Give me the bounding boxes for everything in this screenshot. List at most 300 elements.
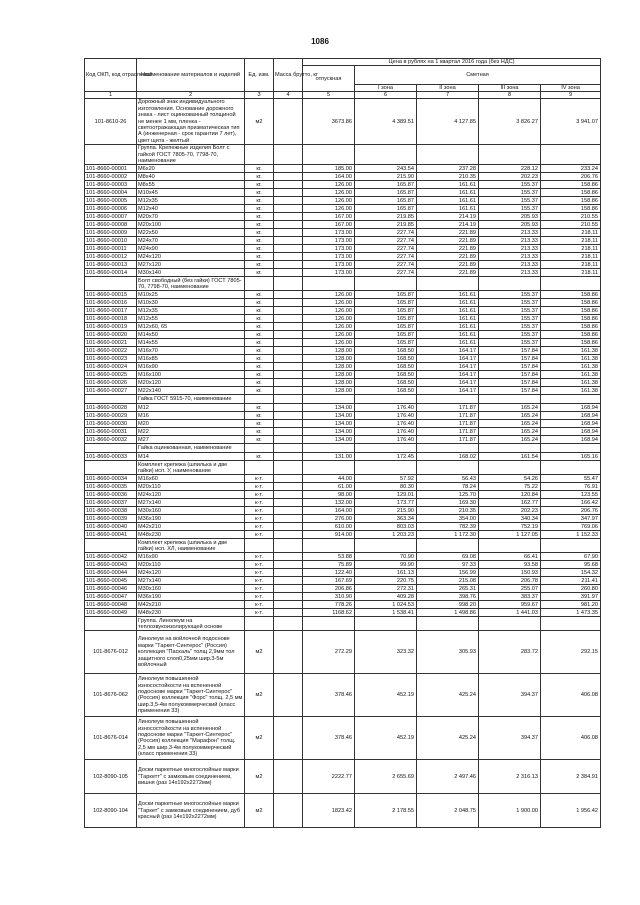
cell-price-zone-3: 54.26: [479, 475, 541, 483]
cell-price-zone-4: 1 473.35: [541, 609, 601, 617]
header-mass: Масса брутто, кг: [274, 59, 303, 92]
table-row: [85, 674, 601, 717]
cell-empty: [274, 277, 303, 291]
cell-price-zone-2: 125.70: [417, 491, 479, 499]
cell-price-zone-3: 394.37: [479, 717, 541, 760]
cell-price-zone-3: 1 127.05: [479, 531, 541, 539]
cell-empty: [303, 277, 355, 291]
cell-mass: [274, 420, 303, 428]
table-row: [85, 453, 601, 461]
cell-code: 101-8660-00044: [85, 569, 137, 577]
cell-empty: [355, 145, 417, 165]
cell-code: [85, 444, 137, 453]
table-row: [85, 315, 601, 323]
cell-name: М16х100: [137, 371, 245, 379]
cell-price-release: 126.00: [303, 205, 355, 213]
col-number: 8: [479, 92, 541, 99]
cell-price-zone-2: 1 172.30: [417, 531, 479, 539]
cell-price-release: 61.00: [303, 483, 355, 491]
cell-price-zone-1: 176.40: [355, 428, 417, 436]
cell-price-release: 134.00: [303, 436, 355, 444]
cell-name: М16х70: [137, 347, 245, 355]
cell-code: 101-8660-00016: [85, 299, 137, 307]
cell-price-zone-3: 213.33: [479, 253, 541, 261]
cell-price-zone-4: 161.38: [541, 363, 601, 371]
table-row: [85, 197, 601, 205]
table-row: [85, 229, 601, 237]
cell-mass: [274, 189, 303, 197]
cell-price-zone-3: 120.84: [479, 491, 541, 499]
cell-price-zone-3: 2 316.13: [479, 760, 541, 794]
cell-empty: [245, 461, 274, 475]
cell-code: 101-8660-00001: [85, 165, 137, 173]
cell-mass: [274, 794, 303, 828]
table-row: [85, 221, 601, 229]
cell-price-zone-3: 165.24: [479, 428, 541, 436]
table-row: [85, 717, 601, 760]
cell-name: М30х140: [137, 269, 245, 277]
cell-code: 101-8660-00026: [85, 379, 137, 387]
cell-price-zone-1: 165.87: [355, 205, 417, 213]
cell-price-release: 378.46: [303, 674, 355, 717]
cell-price-zone-3: 155.37: [479, 189, 541, 197]
cell-empty: [245, 617, 274, 631]
cell-price-zone-4: 158.86: [541, 323, 601, 331]
group-row: [85, 617, 601, 631]
cell-price-zone-1: 168.50: [355, 355, 417, 363]
cell-code: 101-8660-00028: [85, 404, 137, 412]
group-title: Комплект крепежа (шпилька и две гайки) исп. У, наименование: [137, 461, 245, 475]
cell-empty: [355, 277, 417, 291]
cell-price-zone-2: 161.61: [417, 307, 479, 315]
cell-mass: [274, 237, 303, 245]
cell-price-zone-3: 165.24: [479, 412, 541, 420]
cell-empty: [274, 395, 303, 404]
cell-price-zone-4: 158.86: [541, 189, 601, 197]
cell-code: 101-8660-00010: [85, 237, 137, 245]
cell-mass: [274, 339, 303, 347]
table-row: [85, 291, 601, 299]
cell-unit: кг.: [245, 404, 274, 412]
cell-price-zone-1: 168.50: [355, 371, 417, 379]
header-release: отпускная: [303, 66, 355, 92]
cell-unit: кг.: [245, 245, 274, 253]
cell-unit: кг.: [245, 453, 274, 461]
cell-price-zone-3: 213.33: [479, 237, 541, 245]
cell-price-zone-3: 157.84: [479, 379, 541, 387]
cell-unit: к-т.: [245, 561, 274, 569]
cell-price-zone-3: 340.34: [479, 515, 541, 523]
cell-price-release: 75.89: [303, 561, 355, 569]
cell-price-zone-1: 1 203.23: [355, 531, 417, 539]
cell-price-zone-1: 99.90: [355, 561, 417, 569]
cell-price-zone-1: 80.30: [355, 483, 417, 491]
cell-empty: [541, 617, 601, 631]
cell-unit: кг.: [245, 197, 274, 205]
cell-name: М14: [137, 453, 245, 461]
table-row: [85, 515, 601, 523]
cell-mass: [274, 507, 303, 515]
cell-code: 101-8660-00021: [85, 339, 137, 347]
cell-empty: [541, 539, 601, 553]
table-row: [85, 561, 601, 569]
cell-unit: м2: [245, 631, 274, 674]
cell-price-zone-1: 215.90: [355, 507, 417, 515]
cell-price-zone-3: 161.54: [479, 453, 541, 461]
cell-code: 101-8660-00041: [85, 531, 137, 539]
table-row: [85, 189, 601, 197]
cell-price-release: 378.46: [303, 717, 355, 760]
cell-mass: [274, 245, 303, 253]
cell-price-zone-2: 69.08: [417, 553, 479, 561]
cell-empty: [479, 145, 541, 165]
cell-price-zone-2: 998.20: [417, 601, 479, 609]
cell-empty: [417, 277, 479, 291]
cell-empty: [245, 395, 274, 404]
cell-name: М16х85: [137, 355, 245, 363]
table-row: [85, 531, 601, 539]
cell-unit: м2: [245, 99, 274, 145]
cell-mass: [274, 299, 303, 307]
table-row: [85, 261, 601, 269]
cell-price-zone-1: 129.01: [355, 491, 417, 499]
header-unit: Ед. изм.: [245, 59, 274, 92]
cell-unit: кг.: [245, 315, 274, 323]
cell-unit: кг.: [245, 420, 274, 428]
cell-unit: к-т.: [245, 499, 274, 507]
cell-price-release: 206.86: [303, 585, 355, 593]
cell-price-zone-2: 221.89: [417, 245, 479, 253]
group-title: Комплект крепежа (шпилька и две гайки) исп. ХЛ, наименование: [137, 539, 245, 553]
cell-price-zone-2: 56.43: [417, 475, 479, 483]
cell-mass: [274, 355, 303, 363]
table-row: [85, 269, 601, 277]
cell-price-zone-1: 172.45: [355, 453, 417, 461]
cell-price-release: 167.00: [303, 221, 355, 229]
table-row: [85, 569, 601, 577]
cell-price-zone-3: 75.22: [479, 483, 541, 491]
cell-code: 101-8660-00032: [85, 436, 137, 444]
cell-price-release: 126.00: [303, 315, 355, 323]
table-row: [85, 475, 601, 483]
cell-mass: [274, 181, 303, 189]
cell-empty: [541, 395, 601, 404]
cell-price-zone-3: 155.37: [479, 307, 541, 315]
cell-mass: [274, 347, 303, 355]
cell-name: М20х110: [137, 483, 245, 491]
cell-price-zone-3: 959.67: [479, 601, 541, 609]
col-number: 1: [85, 92, 137, 99]
cell-mass: [274, 577, 303, 585]
cell-price-zone-4: 158.86: [541, 181, 601, 189]
table-row: [85, 436, 601, 444]
cell-price-zone-2: 2 048.75: [417, 794, 479, 828]
cell-unit: кг.: [245, 237, 274, 245]
cell-empty: [417, 395, 479, 404]
table-row: [85, 577, 601, 585]
cell-price-release: 126.00: [303, 291, 355, 299]
cell-unit: к-т.: [245, 593, 274, 601]
cell-empty: [303, 461, 355, 475]
cell-mass: [274, 197, 303, 205]
cell-price-zone-4: 260.80: [541, 585, 601, 593]
cell-empty: [541, 145, 601, 165]
cell-empty: [479, 461, 541, 475]
cell-empty: [303, 444, 355, 453]
cell-price-zone-4: 154.32: [541, 569, 601, 577]
cell-code: 101-8660-00040: [85, 523, 137, 531]
cell-price-zone-2: 265.31: [417, 585, 479, 593]
cell-empty: [479, 444, 541, 453]
cell-price-zone-2: 425.24: [417, 674, 479, 717]
cell-price-zone-4: 1 956.42: [541, 794, 601, 828]
cell-price-zone-3: 155.37: [479, 197, 541, 205]
table-row: [85, 363, 601, 371]
cell-price-zone-4: 158.86: [541, 299, 601, 307]
cell-name: Дорожный знак индивидуального изготовления. Основание дорожного знака - лист оцинкованный толщиной не менее 1 мм, пленка - светоотражающая призматическая тип А (инженерная - срок гарантии 7 лет), цвет щита - желтый: [137, 99, 245, 145]
cell-mass: [274, 569, 303, 577]
cell-price-zone-4: 67.90: [541, 553, 601, 561]
cell-name: М48х230: [137, 531, 245, 539]
cell-price-release: 128.00: [303, 363, 355, 371]
cell-mass: [274, 475, 303, 483]
cell-unit: к-т.: [245, 507, 274, 515]
cell-name: М30х160: [137, 507, 245, 515]
cell-price-zone-4: 158.86: [541, 307, 601, 315]
cell-price-release: 185.00: [303, 165, 355, 173]
cell-mass: [274, 371, 303, 379]
cell-unit: кг.: [245, 436, 274, 444]
cell-price-zone-1: 161.13: [355, 569, 417, 577]
group-title: Гайка ГОСТ 5915-70, наименование: [137, 395, 245, 404]
cell-name: М10х30: [137, 299, 245, 307]
cell-price-zone-4: 161.38: [541, 355, 601, 363]
header-row-1: [85, 59, 601, 66]
cell-empty: [303, 539, 355, 553]
cell-mass: [274, 561, 303, 569]
cell-price-release: 310.90: [303, 593, 355, 601]
cell-price-release: 53.88: [303, 553, 355, 561]
cell-price-zone-3: 1 900.00: [479, 794, 541, 828]
cell-unit: кг.: [245, 261, 274, 269]
cell-unit: к-т.: [245, 609, 274, 617]
cell-unit: кг.: [245, 189, 274, 197]
cell-name: М10х25: [137, 291, 245, 299]
cell-price-zone-4: 168.94: [541, 420, 601, 428]
cell-name: М27: [137, 436, 245, 444]
cell-price-release: 126.00: [303, 181, 355, 189]
cell-code: 101-8660-00031: [85, 428, 137, 436]
cell-mass: [274, 221, 303, 229]
price-table: [84, 58, 601, 828]
cell-price-zone-2: 78.24: [417, 483, 479, 491]
table-row: [85, 585, 601, 593]
cell-price-release: 173.00: [303, 253, 355, 261]
table-row: [85, 499, 601, 507]
cell-price-zone-2: 210.35: [417, 507, 479, 515]
cell-price-zone-3: 213.33: [479, 269, 541, 277]
group-row: [85, 277, 601, 291]
cell-price-zone-2: 161.61: [417, 299, 479, 307]
cell-price-zone-2: 215.08: [417, 577, 479, 585]
cell-price-zone-3: 255.07: [479, 585, 541, 593]
cell-price-zone-4: 218.11: [541, 229, 601, 237]
cell-price-zone-1: 219.85: [355, 213, 417, 221]
cell-price-zone-1: 57.92: [355, 475, 417, 483]
cell-code: [85, 145, 137, 165]
cell-mass: [274, 674, 303, 717]
cell-price-release: 173.00: [303, 237, 355, 245]
cell-price-zone-4: 206.76: [541, 507, 601, 515]
cell-empty: [417, 444, 479, 453]
cell-price-release: 164.00: [303, 507, 355, 515]
cell-unit: кг.: [245, 165, 274, 173]
cell-price-zone-4: 218.11: [541, 261, 601, 269]
cell-unit: кг.: [245, 339, 274, 347]
table-row: [85, 760, 601, 794]
cell-price-release: 126.00: [303, 331, 355, 339]
cell-mass: [274, 593, 303, 601]
cell-code: 101-8660-00043: [85, 561, 137, 569]
cell-price-zone-4: 158.86: [541, 315, 601, 323]
cell-price-zone-3: 206.78: [479, 577, 541, 585]
cell-unit: к-т.: [245, 585, 274, 593]
cell-mass: [274, 428, 303, 436]
table-row: [85, 404, 601, 412]
cell-price-zone-2: 354.00: [417, 515, 479, 523]
cell-code: 101-8660-00019: [85, 323, 137, 331]
cell-name: М24х70: [137, 237, 245, 245]
cell-price-zone-4: 3 941.07: [541, 99, 601, 145]
cell-name: М14х55: [137, 339, 245, 347]
table-row: [85, 253, 601, 261]
cell-price-zone-3: 213.33: [479, 261, 541, 269]
page-number: 1086: [311, 37, 329, 46]
cell-code: 101-8660-00007: [85, 213, 137, 221]
cell-mass: [274, 523, 303, 531]
cell-price-zone-2: 164.17: [417, 347, 479, 355]
cell-name: Линолеум повышенной износостойкости на вспененной подоснове марки "Таркет-Синтерос" (Россия) коллекция "Форс" толщ. 2,5 мм шир.3,5-4м полукоммерческий (класс применения 33): [137, 674, 245, 717]
cell-price-zone-1: 243.54: [355, 165, 417, 173]
table-row: [85, 593, 601, 601]
cell-price-zone-2: 161.61: [417, 315, 479, 323]
group-row: [85, 395, 601, 404]
cell-price-zone-2: 210.35: [417, 173, 479, 181]
cell-unit: м2: [245, 794, 274, 828]
cell-code: 101-8610-26: [85, 99, 137, 145]
cell-code: 101-8660-00038: [85, 507, 137, 515]
cell-price-zone-2: 161.61: [417, 205, 479, 213]
group-row: [85, 145, 601, 165]
cell-price-zone-3: 150.93: [479, 569, 541, 577]
cell-price-zone-4: 1 152.33: [541, 531, 601, 539]
cell-price-zone-3: 155.37: [479, 339, 541, 347]
cell-empty: [245, 277, 274, 291]
cell-price-zone-1: 227.74: [355, 261, 417, 269]
cell-price-release: 98.00: [303, 491, 355, 499]
cell-price-zone-2: 171.87: [417, 420, 479, 428]
header-estimate: Сметная: [355, 66, 601, 84]
cell-price-release: 126.00: [303, 307, 355, 315]
cell-price-zone-4: 168.94: [541, 404, 601, 412]
cell-price-release: 1823.42: [303, 794, 355, 828]
cell-price-release: 126.00: [303, 197, 355, 205]
cell-empty: [355, 444, 417, 453]
cell-empty: [274, 461, 303, 475]
cell-code: 101-8660-00033: [85, 453, 137, 461]
cell-mass: [274, 585, 303, 593]
cell-unit: к-т.: [245, 601, 274, 609]
cell-price-zone-3: 93.58: [479, 561, 541, 569]
cell-unit: кг.: [245, 181, 274, 189]
cell-price-zone-4: 210.55: [541, 221, 601, 229]
cell-code: 101-8660-00011: [85, 245, 137, 253]
header-code: Код ОКП, код отраслевой: [85, 59, 137, 92]
table-row: [85, 553, 601, 561]
cell-unit: к-т.: [245, 515, 274, 523]
table-row: [85, 412, 601, 420]
cell-price-zone-4: 218.11: [541, 253, 601, 261]
cell-name: М42х210: [137, 523, 245, 531]
cell-name: М22: [137, 428, 245, 436]
cell-price-zone-2: 161.61: [417, 323, 479, 331]
cell-mass: [274, 229, 303, 237]
cell-price-zone-1: 70.90: [355, 553, 417, 561]
cell-price-zone-2: 171.87: [417, 428, 479, 436]
cell-price-zone-2: 164.17: [417, 355, 479, 363]
cell-code: [85, 461, 137, 475]
cell-price-release: 167.00: [303, 213, 355, 221]
table-row: [85, 331, 601, 339]
cell-price-zone-2: 305.93: [417, 631, 479, 674]
cell-code: 101-8676-014: [85, 717, 137, 760]
column-number-row: [85, 92, 601, 99]
cell-unit: кг.: [245, 363, 274, 371]
cell-unit: к-т.: [245, 483, 274, 491]
cell-empty: [479, 539, 541, 553]
cell-price-zone-2: 214.19: [417, 213, 479, 221]
cell-price-zone-3: 157.84: [479, 387, 541, 395]
cell-price-zone-1: 227.74: [355, 269, 417, 277]
cell-price-zone-1: 227.74: [355, 237, 417, 245]
header-zone-3: III зона: [479, 84, 541, 91]
cell-code: 101-8660-00025: [85, 371, 137, 379]
cell-price-zone-4: 158.86: [541, 205, 601, 213]
cell-mass: [274, 609, 303, 617]
cell-price-zone-3: 752.19: [479, 523, 541, 531]
cell-price-zone-4: 206.76: [541, 173, 601, 181]
cell-name: М24х120: [137, 491, 245, 499]
cell-mass: [274, 165, 303, 173]
cell-name: М24х120: [137, 569, 245, 577]
cell-price-zone-1: 2 178.55: [355, 794, 417, 828]
cell-name: М20х70: [137, 213, 245, 221]
table-row: [85, 428, 601, 436]
cell-price-zone-1: 165.87: [355, 315, 417, 323]
cell-mass: [274, 760, 303, 794]
cell-price-zone-3: 155.37: [479, 205, 541, 213]
cell-name: М12х40: [137, 205, 245, 213]
cell-name: М10х45: [137, 189, 245, 197]
cell-code: 101-8660-00047: [85, 593, 137, 601]
cell-code: 101-8660-00017: [85, 307, 137, 315]
cell-empty: [417, 617, 479, 631]
cell-mass: [274, 269, 303, 277]
cell-empty: [303, 145, 355, 165]
cell-price-zone-3: 155.37: [479, 315, 541, 323]
cell-price-zone-2: 171.87: [417, 412, 479, 420]
cell-empty: [479, 277, 541, 291]
